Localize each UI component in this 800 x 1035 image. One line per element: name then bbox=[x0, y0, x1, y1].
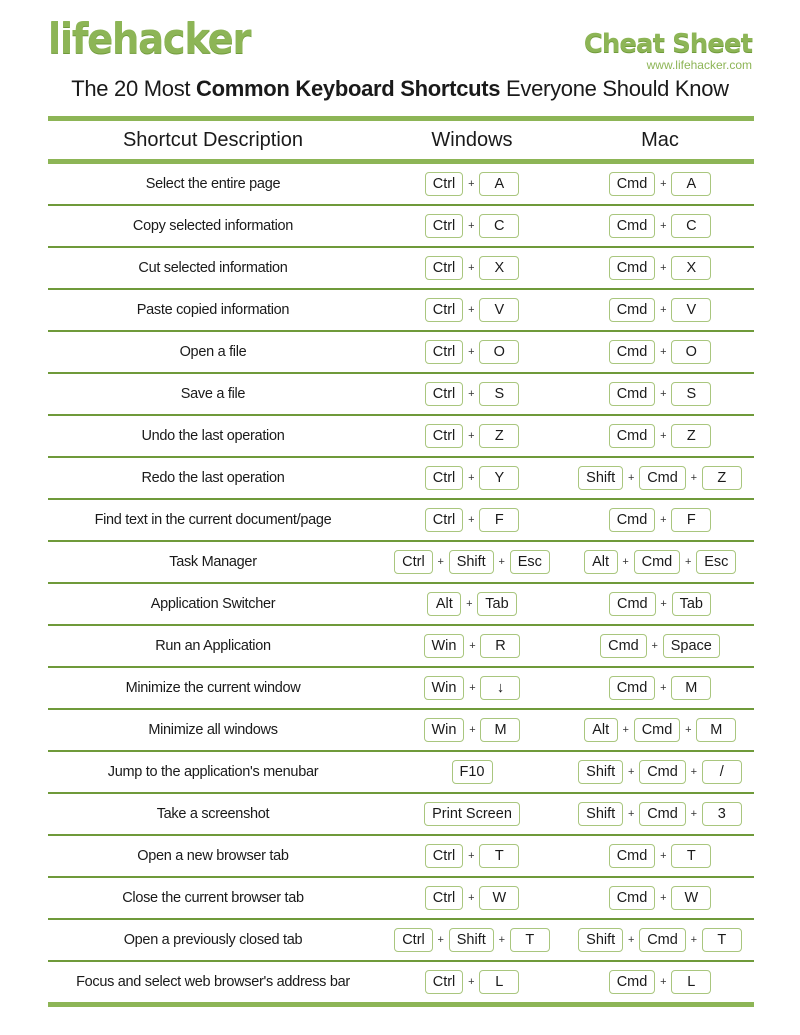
keycap: Win bbox=[424, 718, 465, 742]
keycap: O bbox=[479, 340, 519, 364]
mac-shortcut bbox=[566, 592, 754, 616]
keycap: Ctrl bbox=[425, 508, 464, 532]
plus-icon: + bbox=[468, 262, 475, 274]
table-row bbox=[48, 414, 754, 456]
windows-shortcut bbox=[378, 256, 566, 280]
plus-icon: + bbox=[660, 850, 667, 862]
plus-icon: + bbox=[660, 388, 667, 400]
keycap: R bbox=[480, 634, 520, 658]
plus-icon: + bbox=[660, 304, 667, 316]
table-row bbox=[48, 918, 754, 960]
shortcuts-table bbox=[48, 116, 754, 1007]
plus-icon: + bbox=[685, 724, 692, 736]
keycap: 3 bbox=[702, 802, 742, 826]
keycap: O bbox=[671, 340, 711, 364]
windows-shortcut bbox=[378, 508, 566, 532]
plus-icon: + bbox=[690, 934, 698, 946]
keycap: C bbox=[671, 214, 711, 238]
keycap: Z bbox=[671, 424, 711, 448]
keycap: Space bbox=[663, 634, 720, 658]
shortcut-description: Run an Application bbox=[155, 638, 271, 654]
shortcut-description: Select the entire page bbox=[145, 176, 281, 192]
keycap: Ctrl bbox=[425, 340, 464, 364]
shortcut-description: Close the current browser tab bbox=[122, 890, 304, 906]
bottom-divider bbox=[48, 1002, 754, 1007]
column-header-mac: Mac bbox=[641, 128, 679, 151]
plus-icon: + bbox=[660, 682, 667, 694]
windows-shortcut bbox=[378, 886, 566, 910]
keycap: Ctrl bbox=[425, 382, 464, 406]
shortcut-description: Undo the last operation bbox=[141, 428, 285, 444]
plus-icon: + bbox=[468, 850, 475, 862]
keycap: Win bbox=[424, 634, 465, 658]
table-row bbox=[48, 624, 754, 666]
table-row bbox=[48, 666, 754, 708]
mac-shortcut bbox=[566, 676, 754, 700]
keycap: Cmd bbox=[609, 382, 656, 406]
table-row bbox=[48, 246, 754, 288]
shortcut-description: Jump to the application's menubar bbox=[107, 764, 319, 780]
keycap: Print Screen bbox=[424, 802, 520, 826]
keycap: Shift bbox=[449, 928, 494, 952]
site-url: www.lifehacker.com bbox=[646, 58, 752, 72]
mac-shortcut bbox=[566, 298, 754, 322]
table-header bbox=[48, 121, 754, 159]
keycap: Z bbox=[479, 424, 519, 448]
keycap: L bbox=[671, 970, 711, 994]
windows-shortcut bbox=[378, 172, 566, 196]
mac-shortcut bbox=[566, 550, 754, 574]
mac-shortcut bbox=[566, 382, 754, 406]
table-row bbox=[48, 288, 754, 330]
windows-shortcut bbox=[378, 382, 566, 406]
keycap: Esc bbox=[510, 550, 550, 574]
keycap: Alt bbox=[584, 718, 618, 742]
table-row bbox=[48, 498, 754, 540]
windows-shortcut bbox=[378, 214, 566, 238]
mac-shortcut bbox=[566, 718, 754, 742]
table-row bbox=[48, 834, 754, 876]
table-row bbox=[48, 456, 754, 498]
plus-icon: + bbox=[690, 808, 698, 820]
keycap: Tab bbox=[477, 592, 516, 616]
mac-shortcut bbox=[566, 172, 754, 196]
plus-icon: + bbox=[498, 934, 505, 946]
plus-icon: + bbox=[660, 892, 667, 904]
lifehacker-logo: lifehacker bbox=[48, 14, 251, 63]
plus-icon: + bbox=[660, 430, 667, 442]
table-row bbox=[48, 708, 754, 750]
table-body bbox=[48, 164, 754, 1002]
keycap: Cmd bbox=[609, 970, 656, 994]
plus-icon: + bbox=[468, 178, 475, 190]
windows-shortcut bbox=[378, 340, 566, 364]
title-post: Everyone Should Know bbox=[500, 76, 729, 101]
keycap: Ctrl bbox=[425, 256, 464, 280]
plus-icon: + bbox=[622, 724, 629, 736]
shortcut-description: Open a file bbox=[179, 344, 247, 360]
title-bold: Common Keyboard Shortcuts bbox=[196, 76, 501, 101]
keycap: A bbox=[671, 172, 711, 196]
keycap: Cmd bbox=[609, 592, 656, 616]
plus-icon: + bbox=[660, 976, 667, 988]
plus-icon: + bbox=[660, 598, 667, 610]
keycap: S bbox=[479, 382, 519, 406]
mac-shortcut bbox=[566, 970, 754, 994]
keycap: Cmd bbox=[609, 298, 656, 322]
keycap: Alt bbox=[584, 550, 618, 574]
keycap: T bbox=[671, 844, 711, 868]
keycap: Shift bbox=[449, 550, 494, 574]
keycap: Shift bbox=[578, 928, 623, 952]
keycap: Cmd bbox=[600, 634, 647, 658]
cheat-sheet-badge bbox=[584, 30, 752, 71]
keycap: Tab bbox=[672, 592, 711, 616]
shortcut-description: Minimize all windows bbox=[148, 722, 278, 738]
plus-icon: + bbox=[690, 472, 698, 484]
keycap: Shift bbox=[578, 466, 623, 490]
windows-shortcut bbox=[378, 802, 566, 826]
plus-icon: + bbox=[660, 178, 667, 190]
keycap: Alt bbox=[427, 592, 461, 616]
keycap: Shift bbox=[578, 760, 623, 784]
keycap: Ctrl bbox=[394, 550, 433, 574]
keycap: M bbox=[480, 718, 520, 742]
keycap: Ctrl bbox=[425, 466, 464, 490]
plus-icon: + bbox=[622, 556, 629, 568]
plus-icon: + bbox=[468, 388, 475, 400]
plus-icon: + bbox=[660, 220, 667, 232]
shortcut-description: Focus and select web browser's address bar bbox=[76, 974, 350, 990]
table-row bbox=[48, 372, 754, 414]
keycap: T bbox=[479, 844, 519, 868]
plus-icon: + bbox=[468, 220, 475, 232]
shortcut-description: Task Manager bbox=[169, 554, 257, 570]
table-row bbox=[48, 204, 754, 246]
keycap: T bbox=[702, 928, 742, 952]
plus-icon: + bbox=[468, 346, 475, 358]
keycap: / bbox=[702, 760, 742, 784]
plus-icon: + bbox=[466, 598, 473, 610]
keycap: Cmd bbox=[634, 718, 681, 742]
mac-shortcut bbox=[566, 760, 754, 784]
plus-icon: + bbox=[660, 514, 667, 526]
plus-icon: + bbox=[468, 304, 475, 316]
windows-shortcut bbox=[378, 760, 566, 784]
plus-icon: + bbox=[627, 766, 635, 778]
keycap: F bbox=[479, 508, 519, 532]
keycap: Cmd bbox=[609, 508, 656, 532]
shortcut-description: Find text in the current document/page bbox=[94, 512, 332, 528]
shortcut-description: Open a new browser tab bbox=[137, 848, 289, 864]
plus-icon: + bbox=[468, 892, 475, 904]
keycap: X bbox=[671, 256, 711, 280]
plus-icon: + bbox=[469, 682, 476, 694]
plus-icon: + bbox=[437, 556, 444, 568]
plus-icon: + bbox=[468, 430, 475, 442]
windows-shortcut bbox=[378, 424, 566, 448]
keycap: Esc bbox=[696, 550, 736, 574]
mac-shortcut bbox=[566, 256, 754, 280]
keycap: S bbox=[671, 382, 711, 406]
keycap: F bbox=[671, 508, 711, 532]
keycap: M bbox=[671, 676, 711, 700]
keycap: Z bbox=[702, 466, 742, 490]
keycap: Cmd bbox=[609, 256, 656, 280]
keycap: Ctrl bbox=[425, 886, 464, 910]
keycap: V bbox=[479, 298, 519, 322]
keycap: L bbox=[479, 970, 519, 994]
down-arrow-key-icon: ↓ bbox=[480, 676, 520, 700]
mac-shortcut bbox=[566, 214, 754, 238]
keycap: Ctrl bbox=[394, 928, 433, 952]
keycap: Cmd bbox=[639, 802, 686, 826]
keycap: Cmd bbox=[639, 760, 686, 784]
plus-icon: + bbox=[468, 514, 475, 526]
keycap: M bbox=[696, 718, 736, 742]
table-row bbox=[48, 540, 754, 582]
windows-shortcut bbox=[378, 718, 566, 742]
keycap: Cmd bbox=[639, 466, 686, 490]
shortcut-description: Cut selected information bbox=[138, 260, 288, 276]
plus-icon: + bbox=[468, 976, 475, 988]
table-row bbox=[48, 876, 754, 918]
keycap: Ctrl bbox=[425, 970, 464, 994]
mac-shortcut bbox=[566, 466, 754, 490]
table-row bbox=[48, 792, 754, 834]
keycap: V bbox=[671, 298, 711, 322]
keycap: T bbox=[510, 928, 550, 952]
keycap: Cmd bbox=[609, 214, 656, 238]
table-row bbox=[48, 330, 754, 372]
table-row bbox=[48, 960, 754, 1002]
table-row bbox=[48, 164, 754, 204]
keycap: Ctrl bbox=[425, 214, 464, 238]
keycap: Ctrl bbox=[425, 172, 464, 196]
plus-icon: + bbox=[660, 262, 667, 274]
windows-shortcut bbox=[378, 592, 566, 616]
keycap: A bbox=[479, 172, 519, 196]
keycap: Cmd bbox=[609, 886, 656, 910]
keycap: Cmd bbox=[639, 928, 686, 952]
keycap: W bbox=[479, 886, 519, 910]
plus-icon: + bbox=[627, 808, 635, 820]
keycap: W bbox=[671, 886, 711, 910]
keycap: Ctrl bbox=[425, 844, 464, 868]
keycap: Ctrl bbox=[425, 424, 464, 448]
column-header-description: Shortcut Description bbox=[122, 128, 304, 151]
shortcut-description: Take a screenshot bbox=[156, 806, 270, 822]
table-row bbox=[48, 750, 754, 792]
mac-shortcut bbox=[566, 802, 754, 826]
plus-icon: + bbox=[469, 640, 476, 652]
plus-icon: + bbox=[469, 724, 476, 736]
windows-shortcut bbox=[378, 928, 566, 952]
windows-shortcut bbox=[378, 844, 566, 868]
shortcut-description: Minimize the current window bbox=[125, 680, 301, 696]
keycap: Cmd bbox=[634, 550, 681, 574]
keycap: Cmd bbox=[609, 424, 656, 448]
mac-shortcut bbox=[566, 886, 754, 910]
plus-icon: + bbox=[627, 472, 635, 484]
cheat-sheet-title: Cheat Sheet bbox=[583, 29, 752, 59]
windows-shortcut bbox=[378, 298, 566, 322]
keycap: Cmd bbox=[609, 172, 656, 196]
plus-icon: + bbox=[627, 934, 635, 946]
keycap: F10 bbox=[452, 760, 493, 784]
title-pre: The 20 Most bbox=[71, 76, 197, 101]
keycap: C bbox=[479, 214, 519, 238]
windows-shortcut bbox=[378, 466, 566, 490]
windows-shortcut bbox=[378, 550, 566, 574]
keycap: Cmd bbox=[609, 844, 656, 868]
keycap: Cmd bbox=[609, 340, 656, 364]
plus-icon: + bbox=[651, 640, 658, 652]
mac-shortcut bbox=[566, 928, 754, 952]
plus-icon: + bbox=[437, 934, 444, 946]
mac-shortcut bbox=[566, 424, 754, 448]
plus-icon: + bbox=[690, 766, 698, 778]
shortcut-description: Open a previously closed tab bbox=[123, 932, 303, 948]
mac-shortcut bbox=[566, 340, 754, 364]
shortcut-description: Copy selected information bbox=[132, 218, 294, 234]
windows-shortcut bbox=[378, 676, 566, 700]
plus-icon: + bbox=[498, 556, 505, 568]
plus-icon: + bbox=[660, 346, 667, 358]
plus-icon: + bbox=[685, 556, 692, 568]
mac-shortcut bbox=[566, 508, 754, 532]
shortcut-description: Paste copied information bbox=[136, 302, 290, 318]
table-row bbox=[48, 582, 754, 624]
mac-shortcut bbox=[566, 844, 754, 868]
windows-shortcut bbox=[378, 970, 566, 994]
keycap: Shift bbox=[578, 802, 623, 826]
shortcut-description: Save a file bbox=[180, 386, 246, 402]
windows-shortcut bbox=[378, 634, 566, 658]
plus-icon: + bbox=[468, 472, 475, 484]
keycap: X bbox=[479, 256, 519, 280]
mac-shortcut bbox=[566, 634, 754, 658]
page-title bbox=[0, 76, 800, 102]
keycap: Ctrl bbox=[425, 298, 464, 322]
keycap: Win bbox=[424, 676, 465, 700]
shortcut-description: Application Switcher bbox=[150, 596, 276, 612]
shortcut-description: Redo the last operation bbox=[141, 470, 285, 486]
keycap: Y bbox=[479, 466, 519, 490]
column-header-windows: Windows bbox=[431, 128, 513, 151]
keycap: Cmd bbox=[609, 676, 656, 700]
